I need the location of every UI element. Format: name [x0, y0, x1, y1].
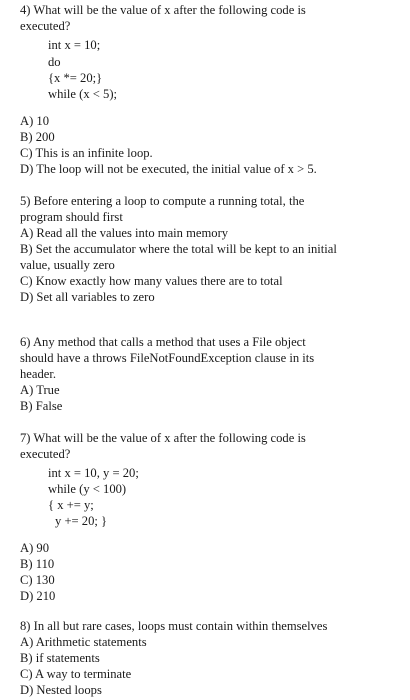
question-4-stem-line-2: executed?	[20, 19, 71, 33]
question-6-stem-line-2: should have a throws FileNotFoundException clause in its	[20, 351, 315, 365]
question-5-stem-line-1: 5) Before entering a loop to compute a running total, the	[20, 194, 305, 208]
question-7-option-c: C) 130	[20, 573, 55, 587]
question-4-code-line-1: int x = 10;	[48, 38, 101, 52]
question-4-option-c: C) This is an infinite loop.	[20, 146, 153, 160]
question-7-stem-line-1: 7) What will be the value of x after the following code is	[20, 431, 306, 445]
question-4-option-a: A) 10	[20, 114, 50, 128]
question-5-option-c: C) Know exactly how many values there are to total	[20, 274, 283, 288]
question-7-option-a: A) 90	[20, 541, 50, 555]
question-8-option-c: C) A way to terminate	[20, 667, 132, 681]
question-8-option-b: B) if statements	[20, 651, 100, 665]
question-6-option-b: B) False	[20, 399, 63, 413]
question-6-stem-line-3: header.	[20, 367, 57, 381]
question-7-option-d: D) 210	[20, 589, 56, 603]
question-7-option-b: B) 110	[20, 557, 55, 571]
question-4-code-line-4: while (x < 5);	[48, 87, 118, 101]
question-5-option-b: B) Set the accumulator where the total will be kept to an initial	[20, 242, 337, 256]
question-7-code-line-1: int x = 10, y = 20;	[48, 466, 139, 480]
question-5-option-a: A) Read all the values into main memory	[20, 226, 229, 240]
question-7-code-line-3: { x += y;	[48, 498, 94, 512]
question-8-option-a: A) Arithmetic statements	[20, 635, 147, 649]
question-4-code-line-2: do	[48, 55, 61, 69]
question-5-option-d: D) Set all variables to zero	[20, 290, 155, 304]
question-8-stem-line-1: 8) In all but rare cases, loops must contain within themselves	[20, 619, 328, 633]
question-5-option-b-continued: value, usually zero	[20, 258, 115, 272]
question-4-option-d: D) The loop will not be executed, the initial value of x > 5.	[20, 162, 317, 176]
question-4-code-line-3: {x *= 20;}	[48, 71, 103, 85]
question-5-stem-line-2: program should first	[20, 210, 123, 224]
question-8-option-d: D) Nested loops	[20, 683, 102, 697]
question-6-option-a: A) True	[20, 383, 60, 397]
question-6-stem-line-1: 6) Any method that calls a method that uses a File object	[20, 335, 306, 349]
question-4-option-b: B) 200	[20, 130, 55, 144]
question-7-code-line-2: while (y < 100)	[48, 482, 127, 496]
question-7-code-line-4: y += 20; }	[55, 514, 108, 528]
question-7-stem-line-2: executed?	[20, 447, 71, 461]
question-4-stem-line-1: 4) What will be the value of x after the following code is	[20, 3, 306, 17]
